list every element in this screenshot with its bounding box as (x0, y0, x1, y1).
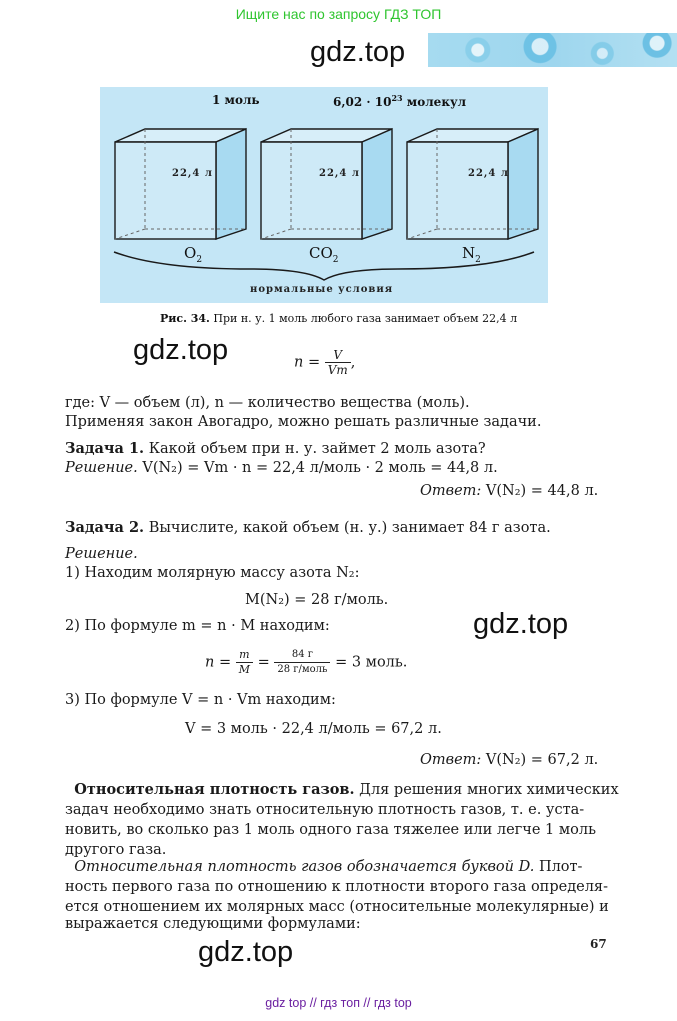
task1-solution (65, 458, 498, 478)
denominator: Vm (327, 363, 348, 377)
task2-text: Вычислите, какой объем (н. у.) занимает 84 г азота. (148, 520, 551, 536)
gas-cubes-diagram (100, 87, 548, 303)
denominator: M (238, 663, 250, 676)
bubbles-banner-image (428, 33, 677, 67)
density-line4: другого газа. (65, 842, 167, 858)
equals: = (257, 654, 270, 671)
result: = 3 моль. (335, 654, 408, 671)
solution-label: Решение. (65, 460, 138, 476)
cube-volume-label: 22,4 л (172, 168, 213, 179)
fraction (325, 348, 351, 377)
search-banner: Ищите нас по запросу ГДЗ ТОП (235, 6, 442, 22)
watermark: gdz.top (198, 936, 294, 968)
figure-caption (0, 312, 677, 325)
where-paragraph: где: V — объем (л), n — количество вещества (моль). (65, 395, 470, 411)
watermark: gdz.top (133, 334, 229, 366)
fraction (274, 648, 330, 677)
formula-lhs: n = (294, 354, 321, 371)
numerator: 84 г (274, 648, 330, 663)
caption-text: При н. у. 1 моль любого газа занимает объем 22,4 л (213, 312, 518, 325)
task2-title: Задача 2. (65, 519, 145, 536)
density-line6: ность первого газа по отношению к плотности второго газа определя- (65, 879, 608, 895)
cube-icon (261, 129, 392, 239)
figure-label-mole: 1 моль (212, 93, 260, 107)
task2-question (65, 518, 551, 538)
answer-text: V(N₂) = 44,8 л. (485, 483, 599, 499)
task1-question (65, 439, 486, 459)
task1-answer (420, 481, 598, 501)
density-text: Для решения многих химических (359, 782, 619, 798)
molecules-base: 6,02 · 10 (333, 95, 392, 109)
density-line3: новить, во сколько раз 1 моль одного газа тяжелее или легче 1 моль (65, 822, 597, 838)
gas-subscript: 2 (475, 255, 481, 265)
apply-paragraph: Применяя закон Авогадро, можно решать различные задачи. (65, 414, 542, 430)
density-line5 (65, 857, 582, 877)
density-definition: Относительная плотность газов обозначается буквой D. (74, 859, 535, 875)
gas-label-co2 (309, 244, 339, 265)
answer-text: V(N₂) = 67,2 л. (485, 752, 599, 768)
numerator: V (325, 348, 351, 363)
normal-conditions-label: нормальные условия (250, 284, 394, 295)
fraction (236, 648, 253, 677)
site-logo: gdz.top (310, 36, 406, 68)
numerator: m (236, 648, 253, 663)
density-text: Плот- (538, 859, 583, 875)
task2-step1: 1) Находим молярную массу азота N₂: (65, 565, 360, 581)
density-line8: выражается следующими формулами: (65, 916, 361, 932)
task2-step2-formula (205, 648, 407, 677)
gas-subscript: 2 (332, 255, 339, 265)
answer-label: Ответ: (420, 752, 482, 768)
density-line1 (65, 780, 619, 800)
cube-volume-label: 22,4 л (468, 168, 509, 179)
gas-symbol: N (462, 244, 476, 262)
gas-symbol: O (184, 244, 197, 262)
watermark: gdz.top (473, 608, 569, 640)
cube-icon (115, 129, 246, 239)
answer-label: Ответ: (420, 483, 482, 499)
density-line7: ется отношением их молярных масс (относительные молекулярные) и (65, 899, 609, 915)
cube-volume-label: 22,4 л (319, 168, 360, 179)
molecules-unit: молекул (406, 95, 467, 109)
gas-label-n2 (462, 244, 481, 265)
density-line2: задач необходимо знать относительную плотность газов, т. е. уста- (65, 802, 585, 818)
gas-subscript: 2 (196, 255, 203, 265)
task2-answer (420, 750, 598, 770)
density-heading: Относительная плотность газов. (74, 781, 355, 798)
caption-number: Рис. 34. (159, 312, 210, 325)
task2-solution-label: Решение. (65, 546, 138, 562)
task2-step3: 3) По формуле V = n · Vm находим: (65, 692, 336, 708)
cube-icon (407, 129, 538, 239)
task2-step1-formula: M(N₂) = 28 г/моль. (245, 592, 389, 608)
gas-symbol: CO (309, 244, 333, 262)
task2-step3-formula: V = 3 моль · 22,4 л/моль = 67,2 л. (185, 721, 442, 737)
denominator: 28 г/моль (277, 664, 328, 675)
molecules-exponent: 23 (391, 93, 403, 103)
formula-tail: , (350, 354, 356, 371)
page-number: 67 (590, 937, 607, 951)
task1-text: Какой объем при н. у. займет 2 моль азота? (148, 441, 486, 457)
solution-text: V(N₂) = Vm · n = 22,4 л/моль · 2 моль = 44,8 л. (142, 460, 498, 476)
footer-links[interactable]: gdz top // гдз топ // гдз top (265, 996, 412, 1010)
task1-title: Задача 1. (65, 440, 145, 457)
task2-step2: 2) По формуле m = n · M находим: (65, 618, 330, 634)
formula-n-v-vm (294, 348, 355, 377)
gas-label-o2 (184, 244, 202, 265)
formula-lhs: n = (205, 654, 232, 671)
